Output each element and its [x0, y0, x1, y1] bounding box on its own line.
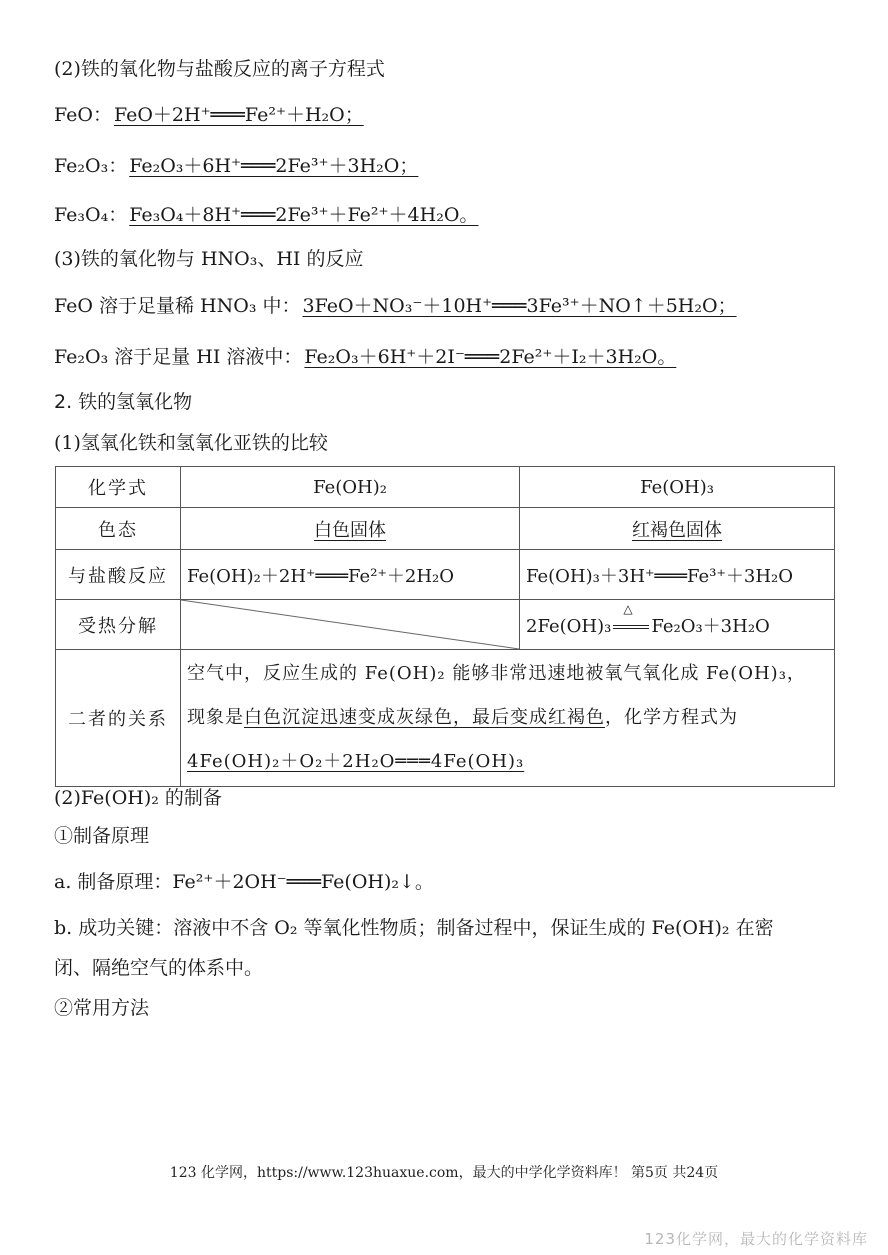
- fe2o3-equation-line: [54, 153, 418, 179]
- table-row: [56, 550, 835, 600]
- equals-arrow: [613, 625, 649, 629]
- prep-key-b-line2: 闭、隔绝空气的体系中。: [54, 957, 264, 979]
- hno3-label: FeO 溶于足量稀 HNO₃ 中：: [54, 295, 301, 317]
- row-label-heat: 受热分解: [56, 600, 181, 650]
- relation-equation: 4Fe(OH)₂＋O₂＋2H₂O═══4Fe(OH)₃: [187, 751, 525, 772]
- table-row: [56, 467, 835, 508]
- feoh3-color-cell: [520, 508, 835, 550]
- table-row: [56, 508, 835, 550]
- feo-label: FeO：: [54, 104, 112, 126]
- relation-line-3: [187, 740, 828, 784]
- header-feoh3: Fe(OH)₃: [520, 467, 835, 508]
- watermark: 123化学网，最大的化学资料库: [644, 1230, 868, 1248]
- hi-equation-line: [54, 344, 676, 370]
- compare-title: (1)氢氧化铁和氢氧化亚铁的比较: [54, 432, 328, 454]
- section-title-oxide-hcl: (2)铁的氧化物与盐酸反应的离子方程式: [54, 58, 385, 80]
- comparison-table: [55, 466, 835, 787]
- feoh3-decomposition: [520, 600, 835, 650]
- hno3-equation-line: [54, 293, 737, 319]
- feoh2-color-cell: [181, 508, 520, 550]
- header-feoh2: Fe(OH)₂: [181, 467, 520, 508]
- prep-principle-heading: ①制备原理: [54, 825, 150, 847]
- decomp-product: Fe₂O₃＋3H₂O: [651, 615, 770, 637]
- prep-methods-heading: ②常用方法: [54, 997, 150, 1019]
- heat-arrow: [611, 601, 651, 637]
- feo-equation-line: [54, 102, 364, 128]
- header-formula: 化学式: [56, 467, 181, 508]
- feoh3-color: 红褐色固体: [632, 519, 722, 541]
- feoh3-hcl-equation: Fe(OH)₃＋3H⁺═══Fe³⁺＋3H₂O: [520, 550, 835, 600]
- hno3-equation: 3FeO＋NO₃⁻＋10H⁺═══3Fe³⁺＋NO↑＋5H₂O；: [302, 295, 737, 317]
- fe2o3-label: Fe₂O₃：: [54, 155, 128, 177]
- prep-title: (2)Fe(OH)₂ 的制备: [54, 787, 222, 809]
- diagonal-line: [181, 600, 519, 649]
- relation-cell: [181, 650, 835, 787]
- section-title-hno3-hi: (3)铁的氧化物与 HNO₃、HI 的反应: [54, 248, 364, 270]
- page-footer: 123 化学网，https://www.123huaxue.com，最大的中学化学资料库！ 第5页 共24页: [169, 1165, 719, 1181]
- relation-suffix: ，化学方程式为: [605, 707, 738, 728]
- row-label-relation: 二者的关系: [56, 650, 181, 787]
- table-row: [56, 600, 835, 650]
- prep-key-b-line1: b. 成功关键：溶液中不含 O₂ 等氧化性物质；制备过程中，保证生成的 Fe(OH)₂ 在密: [54, 917, 774, 939]
- feoh2-color: 白色固体: [314, 519, 386, 541]
- table-row: [56, 650, 835, 787]
- relation-line-2: [187, 696, 828, 740]
- feoh2-hcl-equation: Fe(OH)₂＋2H⁺═══Fe²⁺＋2H₂O: [181, 550, 520, 600]
- relation-prefix: 现象是: [187, 707, 244, 728]
- heat-triangle-icon: △: [623, 601, 633, 616]
- fe3o4-label: Fe₃O₄：: [54, 204, 128, 226]
- relation-line-1: 空气中，反应生成的 Fe(OH)₂ 能够非常迅速地被氧气氧化成 Fe(OH)₃，: [187, 663, 806, 684]
- prep-principle-a: a. 制备原理：Fe²⁺＋2OH⁻═══Fe(OH)₂↓。: [54, 871, 434, 893]
- hi-equation: Fe₂O₃＋6H⁺＋2I⁻═══2Fe²⁺＋I₂＋3H₂O。: [304, 346, 677, 368]
- row-label-hcl: 与盐酸反应: [56, 550, 181, 600]
- row-label-color: 色态: [56, 508, 181, 550]
- part-title-hydroxides: 2. 铁的氢氧化物: [54, 391, 193, 413]
- fe2o3-equation: Fe₂O₃＋6H⁺═══2Fe³⁺＋3H₂O；: [129, 155, 419, 177]
- decomp-reactant: 2Fe(OH)₃: [526, 615, 612, 637]
- feo-equation: FeO＋2H⁺═══Fe²⁺＋H₂O；: [113, 104, 364, 126]
- hi-label: Fe₂O₃ 溶于足量 HI 溶液中：: [54, 346, 303, 368]
- fe3o4-equation: Fe₃O₄＋8H⁺═══2Fe³⁺＋Fe²⁺＋4H₂O。: [129, 204, 479, 226]
- empty-diagonal-cell: [181, 600, 520, 650]
- relation-phenomenon: 白色沉淀迅速变成灰绿色，最后变成红褐色: [244, 707, 605, 728]
- fe3o4-equation-line: [54, 202, 478, 228]
